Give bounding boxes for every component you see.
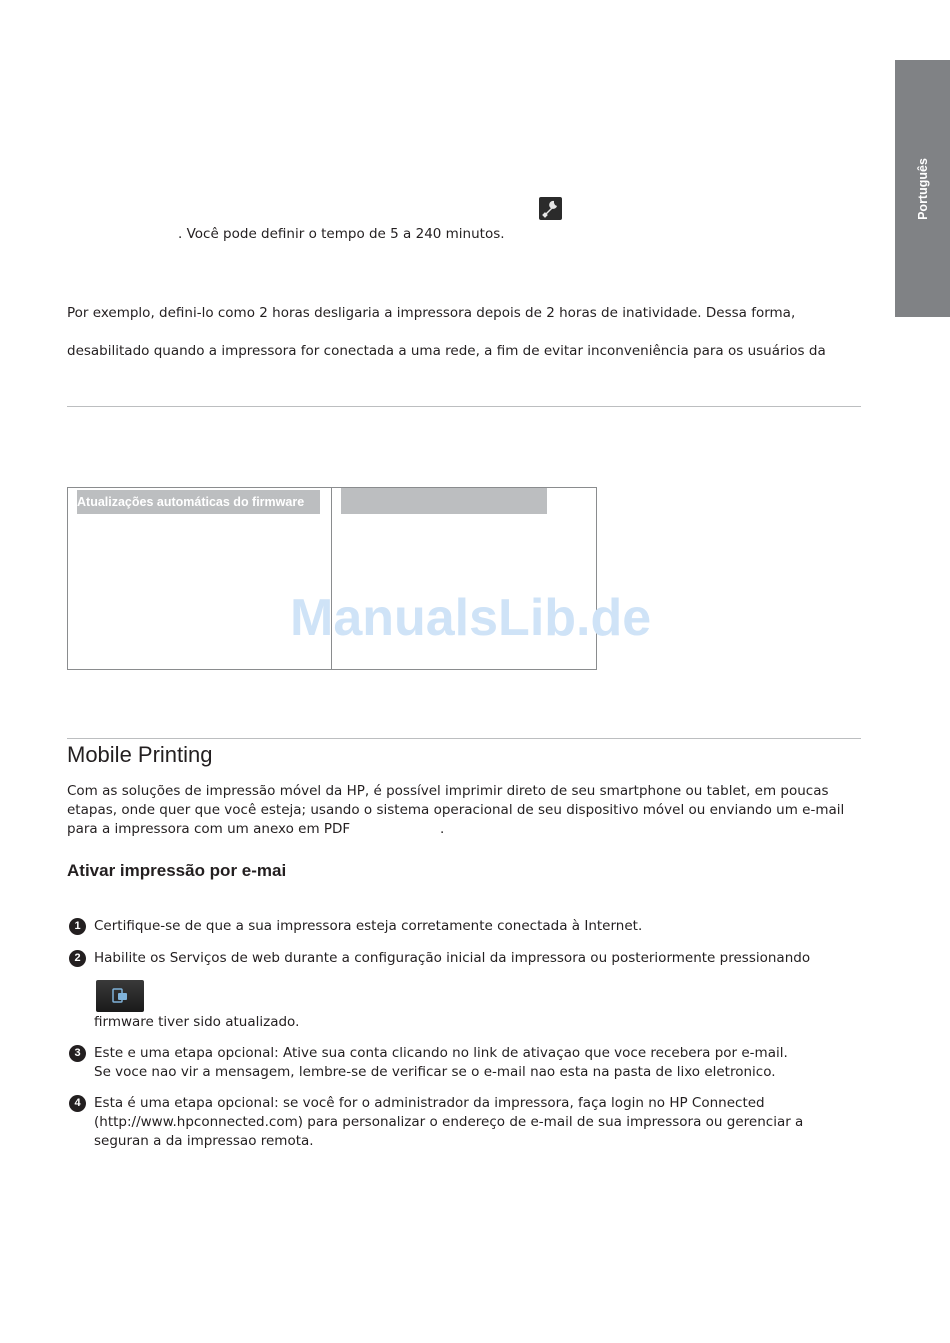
step-4-text-line-2: (http://www.hpconnected.com) para personalizar o endereço de e-mail de sua impressora ou gerenciar a: [94, 1114, 804, 1130]
step-2-text-line-1: Habilite os Serviços de web durante a configuração inicial da impressora ou posteriormente pressionando: [94, 950, 811, 966]
step-3-text-line-2: Se voce nao vir a mensagem, lembre-se de verificar se o e-mail nao esta na pasta de lixo eletronico.: [94, 1064, 776, 1080]
step-4-text-line-3: seguran a da impressao remota.: [94, 1133, 314, 1149]
step-4-text-line-1: Esta é uma etapa opcional: se você for o administrador da impressora, faça login no HP Connected: [94, 1095, 765, 1111]
table-header-firmware: Atualizações automáticas do firmware: [77, 490, 320, 514]
step-number-1: 1: [69, 918, 86, 935]
step-1-text: Certifique-se de que a sua impressora esteja corretamente conectada à Internet.: [94, 918, 643, 934]
step-number-2: 2: [69, 950, 86, 967]
step-2-text-line-2: firmware tiver sido atualizado.: [94, 1014, 300, 1030]
watermark: ManualsLib.de: [290, 589, 652, 647]
step-3-text-line-1: Este e uma etapa opcional: Ative sua conta clicando no link de ativaçao que voce recebera por e-mail.: [94, 1045, 788, 1061]
section-title-mobile-printing: Mobile Printing: [67, 742, 213, 767]
intro-paragraph-line-2: desabilitado quando a impressora for conectada a uma rede, a fim de evitar inconveniência para os usuários da: [67, 343, 826, 359]
intro-text-line: . Você pode definir o tempo de 5 a 240 minutos.: [178, 226, 505, 242]
language-tab: [895, 60, 950, 317]
language-tab-label: Português: [915, 157, 930, 220]
intro-paragraph-line-1: Por exemplo, defini-lo como 2 horas desligaria a impressora depois de 2 horas de inatividade. Dessa forma,: [67, 305, 796, 321]
mobile-desc-period: .: [440, 821, 445, 837]
step-number-3: 3: [69, 1045, 86, 1062]
web-services-icon: [96, 980, 144, 1012]
section-divider: [67, 406, 861, 407]
mobile-desc-line-1: Com as soluções de impressão móvel da HP, é possível imprimir direto de seu smartphone ou tablet, em poucas: [67, 783, 829, 799]
mobile-desc-line-3: para a impressora com um anexo em PDF: [67, 821, 351, 837]
subsection-title-email-print: Ativar impressão por e-mai: [67, 861, 287, 880]
step-number-4: 4: [69, 1095, 86, 1112]
table-header-empty: [341, 488, 547, 514]
section-divider: [67, 738, 861, 739]
mobile-desc-line-2: etapas, onde quer que você esteja; usando o sistema operacional de seu dispositivo móvel ou enviando um e-mail: [67, 802, 845, 818]
wrench-icon: [539, 197, 562, 220]
